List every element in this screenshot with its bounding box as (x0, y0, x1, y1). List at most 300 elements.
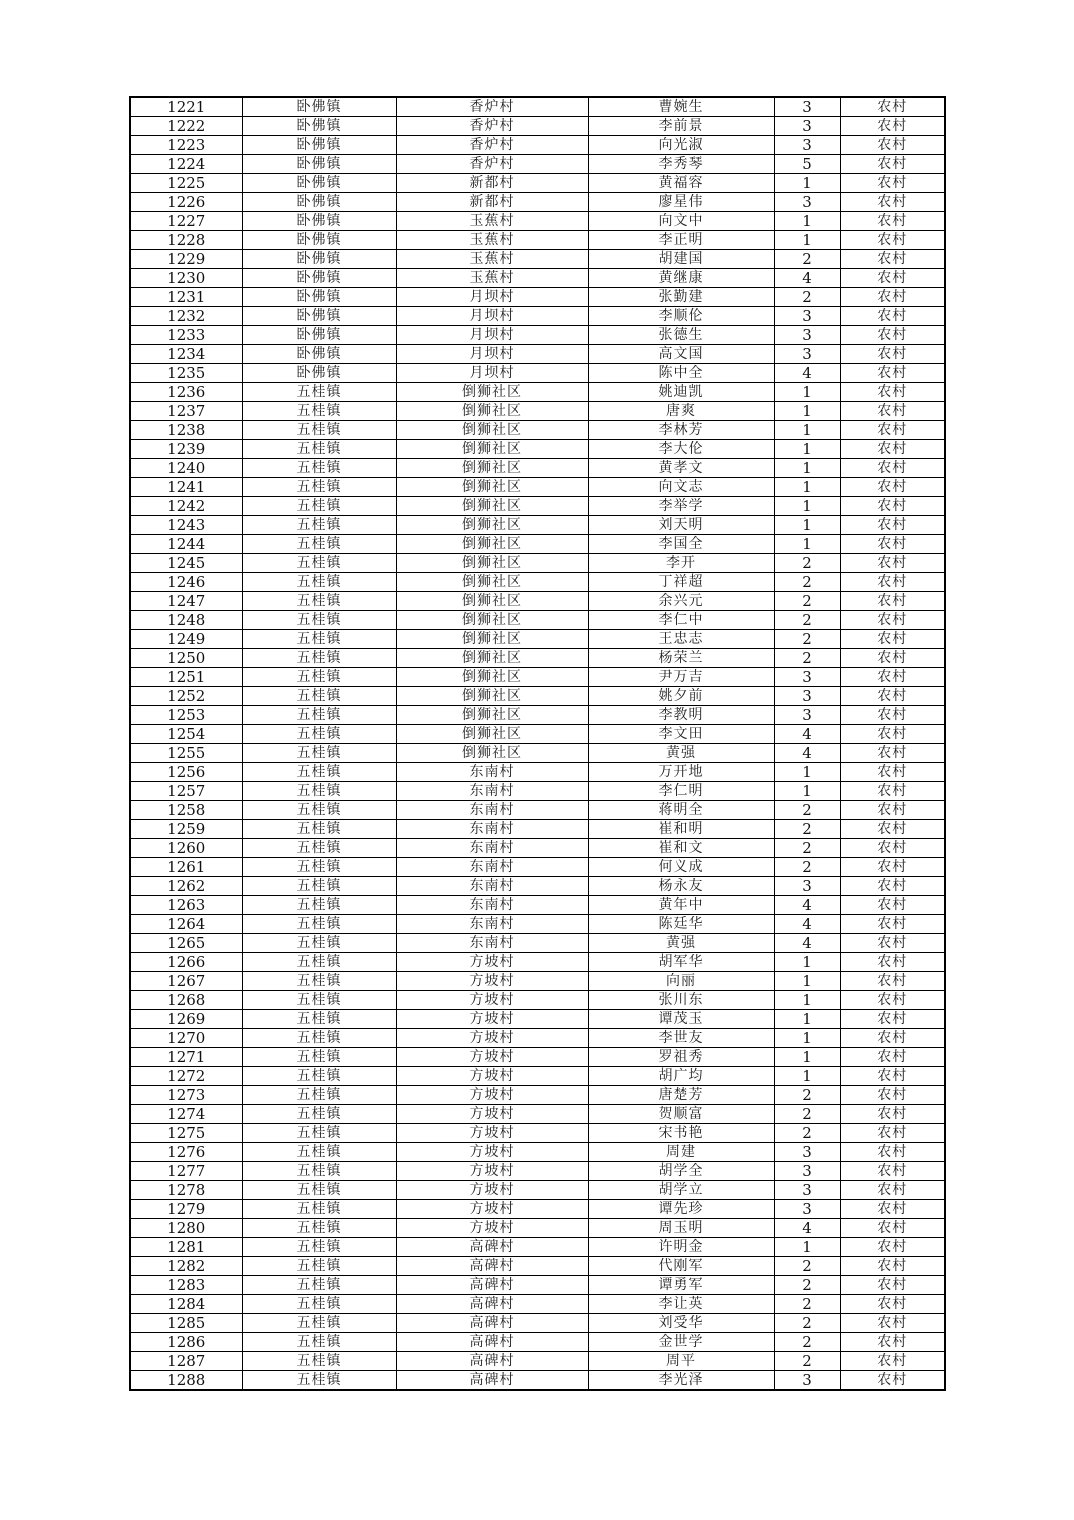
count-cell: 3 (774, 1162, 840, 1181)
name-cell: 李大伦 (588, 440, 774, 459)
row-number-cell: 1228 (130, 231, 242, 250)
type-cell: 农村 (840, 953, 945, 972)
row-number-cell: 1236 (130, 383, 242, 402)
table-row (130, 155, 945, 174)
name-cell: 贺顺富 (588, 1105, 774, 1124)
name-cell: 李仁明 (588, 782, 774, 801)
town-cell: 卧佛镇 (242, 345, 396, 364)
row-number-cell: 1240 (130, 459, 242, 478)
table-row (130, 763, 945, 782)
count-cell: 3 (774, 307, 840, 326)
name-cell: 周平 (588, 1352, 774, 1371)
village-cell: 高碑村 (396, 1276, 588, 1295)
count-cell: 3 (774, 117, 840, 136)
village-cell: 倒狮社区 (396, 459, 588, 478)
town-cell: 五桂镇 (242, 573, 396, 592)
village-cell: 高碑村 (396, 1295, 588, 1314)
type-cell: 农村 (840, 307, 945, 326)
count-cell: 3 (774, 706, 840, 725)
town-cell: 五桂镇 (242, 1010, 396, 1029)
count-cell: 3 (774, 877, 840, 896)
village-cell: 东南村 (396, 934, 588, 953)
count-cell: 3 (774, 668, 840, 687)
town-cell: 五桂镇 (242, 725, 396, 744)
type-cell: 农村 (840, 934, 945, 953)
name-cell: 黄福容 (588, 174, 774, 193)
town-cell: 五桂镇 (242, 554, 396, 573)
town-cell: 五桂镇 (242, 687, 396, 706)
row-number-cell: 1248 (130, 611, 242, 630)
village-cell: 东南村 (396, 896, 588, 915)
name-cell: 刘天明 (588, 516, 774, 535)
table-row (130, 136, 945, 155)
table-row (130, 383, 945, 402)
count-cell: 1 (774, 231, 840, 250)
row-number-cell: 1245 (130, 554, 242, 573)
type-cell: 农村 (840, 97, 945, 117)
row-number-cell: 1225 (130, 174, 242, 193)
type-cell: 农村 (840, 630, 945, 649)
household-table (129, 96, 946, 1391)
type-cell: 农村 (840, 782, 945, 801)
type-cell: 农村 (840, 402, 945, 421)
name-cell: 高文国 (588, 345, 774, 364)
type-cell: 农村 (840, 1257, 945, 1276)
table-row (130, 402, 945, 421)
town-cell: 卧佛镇 (242, 364, 396, 383)
village-cell: 香炉村 (396, 155, 588, 174)
town-cell: 五桂镇 (242, 1162, 396, 1181)
count-cell: 1 (774, 1029, 840, 1048)
name-cell: 万开地 (588, 763, 774, 782)
row-number-cell: 1264 (130, 915, 242, 934)
row-number-cell: 1268 (130, 991, 242, 1010)
count-cell: 1 (774, 1067, 840, 1086)
village-cell: 倒狮社区 (396, 554, 588, 573)
name-cell: 周玉明 (588, 1219, 774, 1238)
count-cell: 3 (774, 1371, 840, 1391)
count-cell: 1 (774, 763, 840, 782)
table-row (130, 1067, 945, 1086)
count-cell: 1 (774, 953, 840, 972)
name-cell: 李顺伦 (588, 307, 774, 326)
village-cell: 方坡村 (396, 1010, 588, 1029)
village-cell: 东南村 (396, 801, 588, 820)
table-row (130, 934, 945, 953)
village-cell: 方坡村 (396, 1143, 588, 1162)
count-cell: 2 (774, 573, 840, 592)
row-number-cell: 1287 (130, 1352, 242, 1371)
town-cell: 五桂镇 (242, 421, 396, 440)
row-number-cell: 1278 (130, 1181, 242, 1200)
table-row (130, 212, 945, 231)
count-cell: 3 (774, 1181, 840, 1200)
count-cell: 2 (774, 1105, 840, 1124)
count-cell: 4 (774, 725, 840, 744)
name-cell: 李世友 (588, 1029, 774, 1048)
table-row (130, 364, 945, 383)
village-cell: 倒狮社区 (396, 668, 588, 687)
row-number-cell: 1259 (130, 820, 242, 839)
name-cell: 李文田 (588, 725, 774, 744)
row-number-cell: 1250 (130, 649, 242, 668)
village-cell: 玉蕉村 (396, 231, 588, 250)
type-cell: 农村 (840, 345, 945, 364)
row-number-cell: 1255 (130, 744, 242, 763)
type-cell: 农村 (840, 155, 945, 174)
village-cell: 倒狮社区 (396, 630, 588, 649)
type-cell: 农村 (840, 706, 945, 725)
village-cell: 东南村 (396, 858, 588, 877)
type-cell: 农村 (840, 649, 945, 668)
village-cell: 东南村 (396, 877, 588, 896)
table-row (130, 288, 945, 307)
town-cell: 五桂镇 (242, 1067, 396, 1086)
type-cell: 农村 (840, 820, 945, 839)
row-number-cell: 1272 (130, 1067, 242, 1086)
count-cell: 1 (774, 497, 840, 516)
count-cell: 1 (774, 991, 840, 1010)
town-cell: 五桂镇 (242, 820, 396, 839)
town-cell: 五桂镇 (242, 535, 396, 554)
name-cell: 唐楚芳 (588, 1086, 774, 1105)
town-cell: 五桂镇 (242, 630, 396, 649)
count-cell: 1 (774, 1048, 840, 1067)
name-cell: 谭茂玉 (588, 1010, 774, 1029)
table-row (130, 231, 945, 250)
village-cell: 方坡村 (396, 1048, 588, 1067)
name-cell: 黄年中 (588, 896, 774, 915)
row-number-cell: 1256 (130, 763, 242, 782)
town-cell: 五桂镇 (242, 611, 396, 630)
name-cell: 崔和文 (588, 839, 774, 858)
name-cell: 杨永友 (588, 877, 774, 896)
name-cell: 张德生 (588, 326, 774, 345)
town-cell: 五桂镇 (242, 497, 396, 516)
row-number-cell: 1242 (130, 497, 242, 516)
name-cell: 李正明 (588, 231, 774, 250)
count-cell: 2 (774, 649, 840, 668)
village-cell: 倒狮社区 (396, 611, 588, 630)
type-cell: 农村 (840, 459, 945, 478)
table-row (130, 1162, 945, 1181)
row-number-cell: 1275 (130, 1124, 242, 1143)
name-cell: 胡军华 (588, 953, 774, 972)
town-cell: 五桂镇 (242, 440, 396, 459)
count-cell: 3 (774, 136, 840, 155)
row-number-cell: 1223 (130, 136, 242, 155)
table-row (130, 972, 945, 991)
type-cell: 农村 (840, 1048, 945, 1067)
row-number-cell: 1285 (130, 1314, 242, 1333)
type-cell: 农村 (840, 1162, 945, 1181)
type-cell: 农村 (840, 212, 945, 231)
type-cell: 农村 (840, 174, 945, 193)
town-cell: 五桂镇 (242, 1143, 396, 1162)
table-row (130, 801, 945, 820)
table-row (130, 1010, 945, 1029)
town-cell: 五桂镇 (242, 1200, 396, 1219)
count-cell: 4 (774, 364, 840, 383)
name-cell: 许明金 (588, 1238, 774, 1257)
name-cell: 李前景 (588, 117, 774, 136)
town-cell: 五桂镇 (242, 763, 396, 782)
town-cell: 卧佛镇 (242, 231, 396, 250)
table-row (130, 877, 945, 896)
village-cell: 高碑村 (396, 1352, 588, 1371)
type-cell: 农村 (840, 554, 945, 573)
name-cell: 李国全 (588, 535, 774, 554)
village-cell: 倒狮社区 (396, 744, 588, 763)
type-cell: 农村 (840, 801, 945, 820)
table-row (130, 1200, 945, 1219)
type-cell: 农村 (840, 915, 945, 934)
type-cell: 农村 (840, 1086, 945, 1105)
village-cell: 倒狮社区 (396, 440, 588, 459)
table-row (130, 117, 945, 136)
name-cell: 廖星伟 (588, 193, 774, 212)
type-cell: 农村 (840, 117, 945, 136)
village-cell: 方坡村 (396, 1162, 588, 1181)
row-number-cell: 1235 (130, 364, 242, 383)
type-cell: 农村 (840, 763, 945, 782)
table-row (130, 668, 945, 687)
count-cell: 4 (774, 1219, 840, 1238)
table-row (130, 326, 945, 345)
village-cell: 方坡村 (396, 1200, 588, 1219)
type-cell: 农村 (840, 250, 945, 269)
village-cell: 月坝村 (396, 307, 588, 326)
table-row (130, 97, 945, 117)
town-cell: 五桂镇 (242, 782, 396, 801)
type-cell: 农村 (840, 744, 945, 763)
table-row (130, 193, 945, 212)
type-cell: 农村 (840, 535, 945, 554)
town-cell: 五桂镇 (242, 896, 396, 915)
name-cell: 胡广均 (588, 1067, 774, 1086)
count-cell: 3 (774, 97, 840, 117)
count-cell: 1 (774, 782, 840, 801)
count-cell: 1 (774, 459, 840, 478)
name-cell: 蒋明全 (588, 801, 774, 820)
type-cell: 农村 (840, 1105, 945, 1124)
table-row (130, 915, 945, 934)
row-number-cell: 1247 (130, 592, 242, 611)
type-cell: 农村 (840, 269, 945, 288)
table-row (130, 535, 945, 554)
name-cell: 姚夕前 (588, 687, 774, 706)
type-cell: 农村 (840, 1124, 945, 1143)
table-row (130, 1295, 945, 1314)
village-cell: 方坡村 (396, 953, 588, 972)
row-number-cell: 1254 (130, 725, 242, 744)
count-cell: 1 (774, 1238, 840, 1257)
name-cell: 李举学 (588, 497, 774, 516)
type-cell: 农村 (840, 1219, 945, 1238)
name-cell: 金世学 (588, 1333, 774, 1352)
town-cell: 五桂镇 (242, 383, 396, 402)
type-cell: 农村 (840, 592, 945, 611)
village-cell: 倒狮社区 (396, 383, 588, 402)
row-number-cell: 1271 (130, 1048, 242, 1067)
name-cell: 余兴元 (588, 592, 774, 611)
town-cell: 五桂镇 (242, 1238, 396, 1257)
name-cell: 李秀琴 (588, 155, 774, 174)
count-cell: 3 (774, 345, 840, 364)
town-cell: 五桂镇 (242, 1295, 396, 1314)
table-row (130, 1238, 945, 1257)
count-cell: 2 (774, 1352, 840, 1371)
row-number-cell: 1258 (130, 801, 242, 820)
table-row (130, 1181, 945, 1200)
table-row (130, 706, 945, 725)
town-cell: 卧佛镇 (242, 307, 396, 326)
type-cell: 农村 (840, 193, 945, 212)
village-cell: 高碑村 (396, 1333, 588, 1352)
town-cell: 五桂镇 (242, 1276, 396, 1295)
row-number-cell: 1286 (130, 1333, 242, 1352)
town-cell: 卧佛镇 (242, 250, 396, 269)
row-number-cell: 1260 (130, 839, 242, 858)
type-cell: 农村 (840, 326, 945, 345)
type-cell: 农村 (840, 877, 945, 896)
row-number-cell: 1284 (130, 1295, 242, 1314)
table-row (130, 839, 945, 858)
town-cell: 五桂镇 (242, 649, 396, 668)
name-cell: 黄孝文 (588, 459, 774, 478)
village-cell: 新都村 (396, 174, 588, 193)
row-number-cell: 1231 (130, 288, 242, 307)
count-cell: 1 (774, 421, 840, 440)
type-cell: 农村 (840, 896, 945, 915)
row-number-cell: 1229 (130, 250, 242, 269)
town-cell: 五桂镇 (242, 877, 396, 896)
row-number-cell: 1280 (130, 1219, 242, 1238)
name-cell: 向文志 (588, 478, 774, 497)
count-cell: 2 (774, 1257, 840, 1276)
name-cell: 杨荣兰 (588, 649, 774, 668)
town-cell: 五桂镇 (242, 1257, 396, 1276)
table-row (130, 573, 945, 592)
count-cell: 1 (774, 972, 840, 991)
count-cell: 3 (774, 1143, 840, 1162)
row-number-cell: 1224 (130, 155, 242, 174)
town-cell: 五桂镇 (242, 668, 396, 687)
row-number-cell: 1288 (130, 1371, 242, 1391)
count-cell: 2 (774, 288, 840, 307)
row-number-cell: 1262 (130, 877, 242, 896)
count-cell: 4 (774, 269, 840, 288)
row-number-cell: 1253 (130, 706, 242, 725)
town-cell: 五桂镇 (242, 858, 396, 877)
row-number-cell: 1244 (130, 535, 242, 554)
count-cell: 2 (774, 250, 840, 269)
town-cell: 五桂镇 (242, 934, 396, 953)
type-cell: 农村 (840, 1314, 945, 1333)
name-cell: 向光淑 (588, 136, 774, 155)
name-cell: 丁祥超 (588, 573, 774, 592)
village-cell: 东南村 (396, 915, 588, 934)
count-cell: 1 (774, 174, 840, 193)
name-cell: 李开 (588, 554, 774, 573)
village-cell: 方坡村 (396, 972, 588, 991)
village-cell: 方坡村 (396, 1067, 588, 1086)
name-cell: 张川东 (588, 991, 774, 1010)
table-row (130, 478, 945, 497)
type-cell: 农村 (840, 1295, 945, 1314)
name-cell: 代刚军 (588, 1257, 774, 1276)
table-row (130, 1314, 945, 1333)
village-cell: 香炉村 (396, 136, 588, 155)
row-number-cell: 1274 (130, 1105, 242, 1124)
type-cell: 农村 (840, 611, 945, 630)
village-cell: 月坝村 (396, 364, 588, 383)
type-cell: 农村 (840, 1010, 945, 1029)
row-number-cell: 1283 (130, 1276, 242, 1295)
count-cell: 3 (774, 326, 840, 345)
table-row (130, 307, 945, 326)
town-cell: 五桂镇 (242, 706, 396, 725)
table-row (130, 592, 945, 611)
table-row (130, 1086, 945, 1105)
count-cell: 2 (774, 1333, 840, 1352)
name-cell: 胡学全 (588, 1162, 774, 1181)
count-cell: 1 (774, 402, 840, 421)
type-cell: 农村 (840, 1352, 945, 1371)
type-cell: 农村 (840, 839, 945, 858)
row-number-cell: 1234 (130, 345, 242, 364)
village-cell: 倒狮社区 (396, 516, 588, 535)
type-cell: 农村 (840, 1238, 945, 1257)
table-row (130, 611, 945, 630)
type-cell: 农村 (840, 136, 945, 155)
name-cell: 宋书艳 (588, 1124, 774, 1143)
village-cell: 倒狮社区 (396, 706, 588, 725)
name-cell: 崔和明 (588, 820, 774, 839)
village-cell: 方坡村 (396, 1086, 588, 1105)
village-cell: 香炉村 (396, 97, 588, 117)
type-cell: 农村 (840, 288, 945, 307)
name-cell: 李仁中 (588, 611, 774, 630)
name-cell: 黄强 (588, 744, 774, 763)
table-row (130, 1276, 945, 1295)
town-cell: 五桂镇 (242, 402, 396, 421)
type-cell: 农村 (840, 421, 945, 440)
town-cell: 五桂镇 (242, 1048, 396, 1067)
name-cell: 胡学立 (588, 1181, 774, 1200)
village-cell: 倒狮社区 (396, 421, 588, 440)
name-cell: 向文中 (588, 212, 774, 231)
count-cell: 4 (774, 934, 840, 953)
name-cell: 李教明 (588, 706, 774, 725)
name-cell: 刘受华 (588, 1314, 774, 1333)
type-cell: 农村 (840, 1181, 945, 1200)
count-cell: 1 (774, 1010, 840, 1029)
town-cell: 五桂镇 (242, 459, 396, 478)
count-cell: 2 (774, 1276, 840, 1295)
village-cell: 方坡村 (396, 1219, 588, 1238)
table-row (130, 554, 945, 573)
count-cell: 3 (774, 1200, 840, 1219)
village-cell: 倒狮社区 (396, 725, 588, 744)
table-row (130, 421, 945, 440)
count-cell: 3 (774, 687, 840, 706)
name-cell: 唐爽 (588, 402, 774, 421)
village-cell: 高碑村 (396, 1314, 588, 1333)
village-cell: 倒狮社区 (396, 535, 588, 554)
town-cell: 卧佛镇 (242, 288, 396, 307)
village-cell: 高碑村 (396, 1257, 588, 1276)
